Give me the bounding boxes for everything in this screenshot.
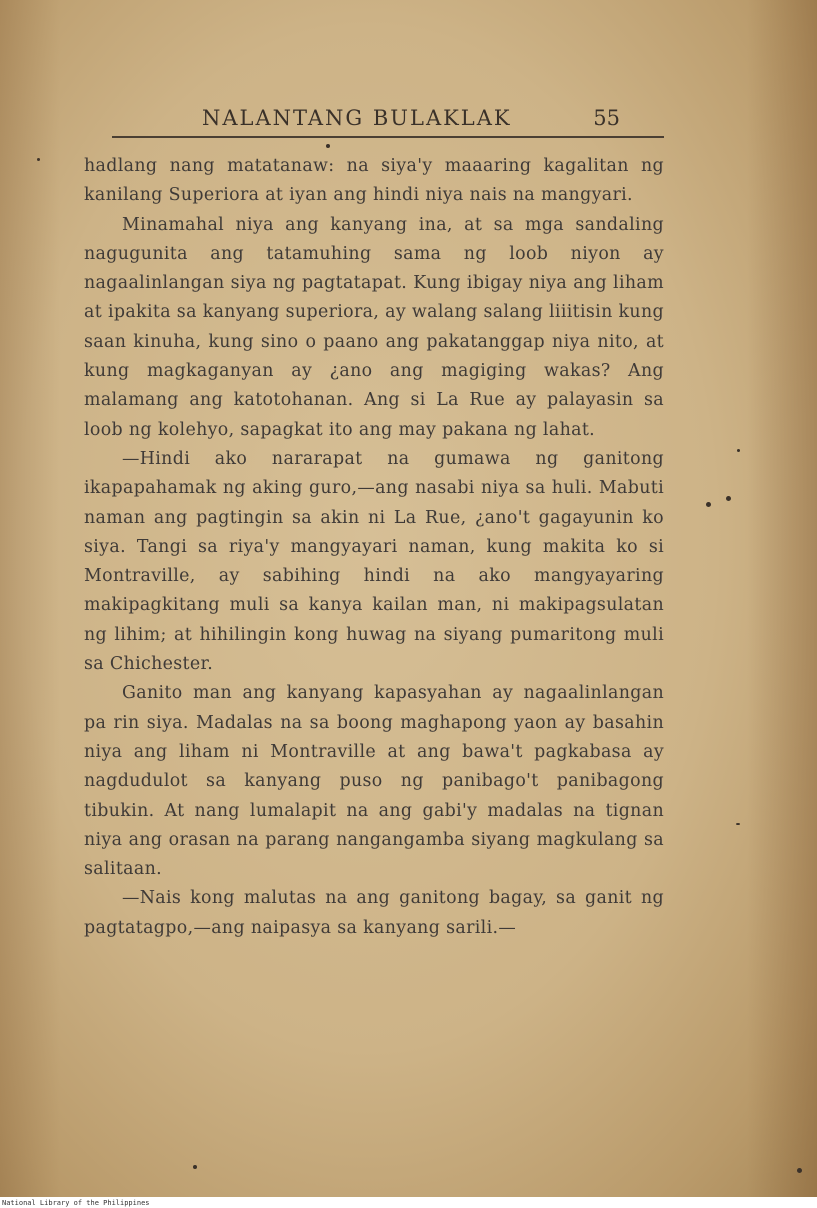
running-head [112,104,664,138]
paragraph: hadlang nang matatanaw: na siya'y maaaring kagalitan ng kanilang Superiora at iyan ang hindi niya nais na mangyari. [84,156,664,206]
ink-speck [706,502,711,507]
ink-speck [326,144,330,148]
paragraph: Ganito man ang kanyang kapasyahan ay nagaalinlangan pa rin siya. Madalas na sa boong maghapong yaon ay basahin niya ang liham ni Montraville at ang bawa't pagkabasa ay nagdudulot sa kanyang puso ng panibago't panibagong tibukin. At nang lumalapit na ang gabi'y madalas na tignan niya ang orasan na parang nangangamba siyang magkulang sa salitaan. [84,683,664,880]
footer-credit: National Library of the Philippines [2,1199,150,1207]
ink-speck [37,158,40,161]
page-number: 55 [593,106,620,130]
ink-speck [737,449,740,452]
body-text [84,152,664,943]
paragraph: —Hindi ako nararapat na gumawa ng ganitong ikapapahamak ng aking guro,—ang nasabi niya sa huli. Mabuti naman ang pagtingin sa akin ni La Rue, ¿ano't gagayunin ko siya. Tangi sa riya'y mangyayari naman, kung makita ko si Montraville, ay sabihing hindi na ako mangyayaring makipagkitang muli sa kanya kailan man, ni makipagsulatan ng lihim; at hihilingin kong huwag na siyang pumaritong muli sa Chichester. [84,448,664,675]
ink-speck [726,496,731,501]
paragraph: Minamahal niya ang kanyang ina, at sa mga sandaling nagugunita ang tatamuhing sama ng loob niyon ay nagaalinlangan siya ng pagtatapat. Kung ibigay niya ang liham at ipakita sa kanyang superiora, ay walang salang liiitisin kung saan kinuha, kung sino o paano ang pakatanggap niya nito, at kung magkaganyan ay ¿ano ang magiging wakas? Ang malamang ang katotohanan. Ang si La Rue ay palayasin sa loob ng kolehyo, sapagkat ito ang may pakana ng lahat. [84,214,664,440]
book-title: NALANTANG BULAKLAK [202,106,512,130]
ink-speck [797,1168,802,1173]
paragraph: —Nais kong malutas na ang ganitong bagay, sa ganit ng pagtatagpo,—ang naipasya sa kanyang sarili.— [84,888,664,938]
ink-speck [193,1165,197,1169]
ink-speck [736,823,740,825]
